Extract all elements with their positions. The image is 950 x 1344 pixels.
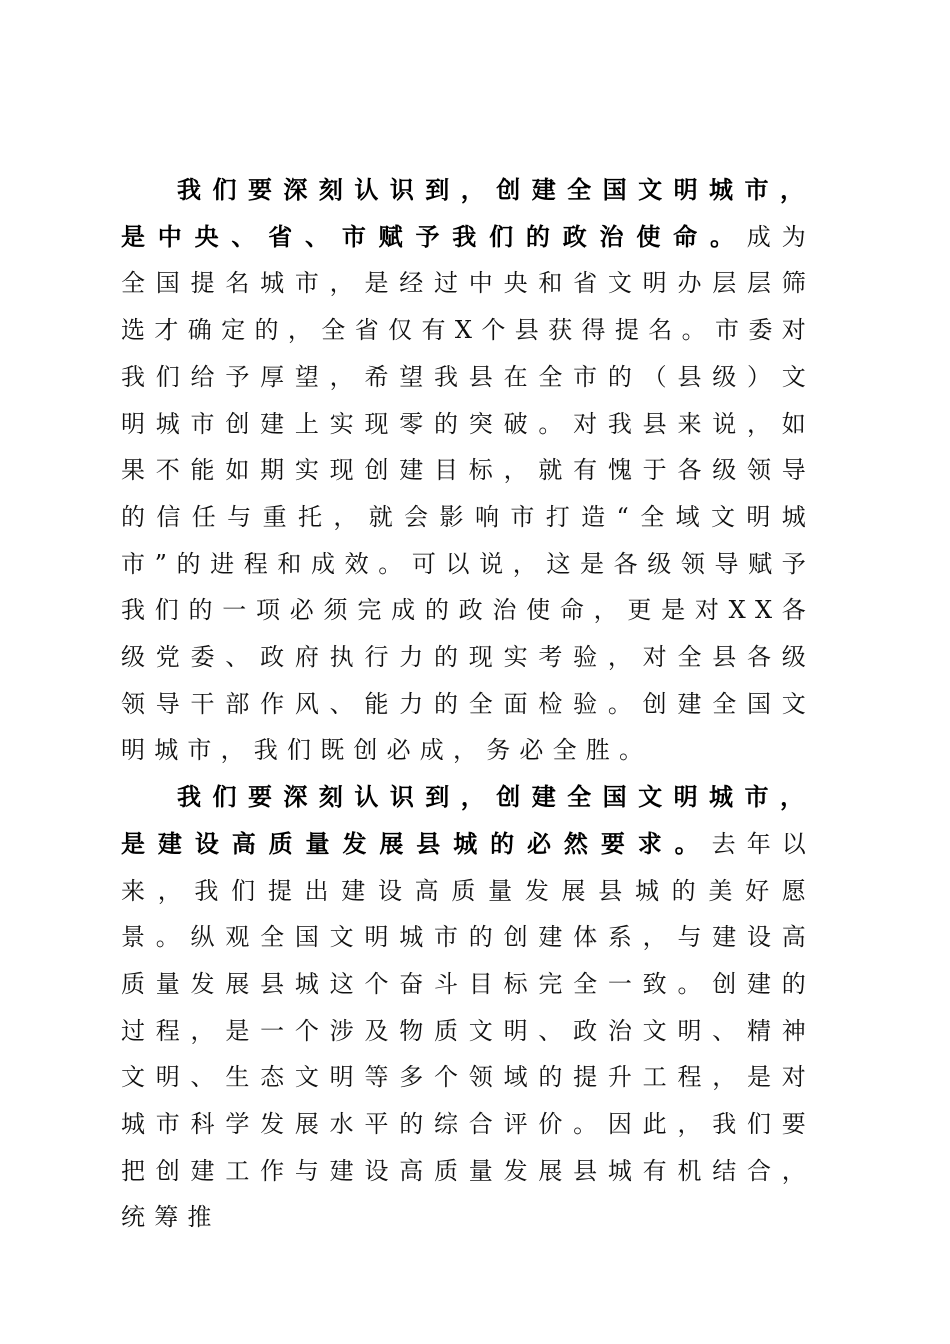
paragraph-1-text: 成为全国提名城市，是经过中央和省文明办层层筛选才确定的，全省仅有X个县获得提名。市委对我们给予厚望，希望我县在全市的（县级）文明城市创建上实现零的突破。对我县来说，如果不能如期实现创建目标，就有愧于各级领导的信任与重托，就会影响市打造“全域文明城市”的进程和成效。可以说，这是各级领导赋予我们的一项必须完成的政治使命，更是对XX各级党委、政府执行力的现实考验，对全县各级领导干部作风、能力的全面检验。创建全国文明城市，我们既创必成，务必全胜。 — [121, 222, 816, 765]
paragraph-1 — [121, 167, 815, 774]
paragraph-2-text: 去年以来，我们提出建设高质量发展县城的美好愿景。纵观全国文明城市的创建体系，与建设高质量发展县城这个奋斗目标完全一致。创建的过程，是一个涉及物质文明、政治文明、精神文明、生态文明等多个领域的提升工程，是对城市科学发展水平的综合评价。因此，我们要把创建工作与建设高质量发展县城有机结合，统筹推 — [121, 829, 815, 1232]
paragraph-2 — [121, 774, 815, 1241]
document-body — [121, 167, 815, 1241]
paragraph-1-lead: 我们要深刻认识到，创建全国文明城市，是中央、省、市赋予我们的政治使命。 — [121, 175, 815, 251]
paragraph-2-lead: 我们要深刻认识到，创建全国文明城市，是建设高质量发展县城的必然要求。 — [121, 782, 815, 858]
